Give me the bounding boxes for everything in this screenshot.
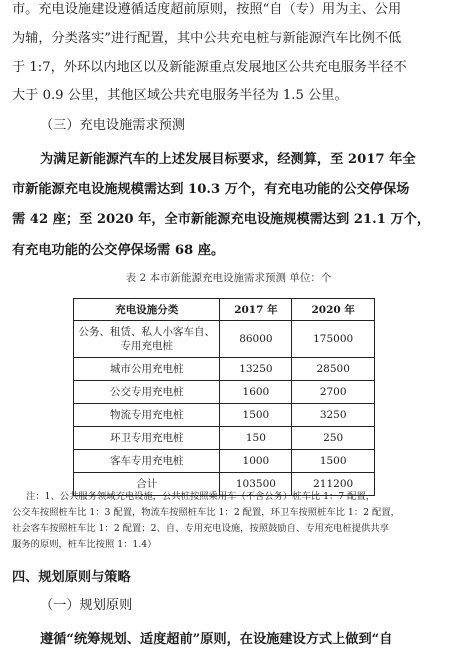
table-row [74,358,375,381]
row-category: 公务、租赁、私人小客车自、专用充电桩 [74,321,220,358]
section-4-heading: 四、规划原则与策略 [12,570,131,585]
row-category: 公交专用充电桩 [74,381,220,404]
subsection-1-heading: （一）规划原则 [40,598,133,613]
row-2020-value: 28500 [292,358,375,381]
forecast-line-3: 需 42 座；至 2020 年，全市新能源充电设施规模需达到 21.1 万个， [12,212,431,227]
intro-line-2: 为辅，分类落实”进行配置，其中公共充电桩与新能源汽车比例不低 [12,31,402,46]
table-note-line-1: 注：1、公共服务领域充电设施，公共桩按照乘用车（不含公务）桩车比 1：7 配置， [26,491,376,502]
header-2020: 2020 年 [292,299,375,321]
row-category: 物流专用充电桩 [74,404,220,427]
row-2017-value: 86000 [220,321,292,358]
row-category: 环卫专用充电桩 [74,427,220,450]
row-2020-value: 3250 [292,404,375,427]
row-2017-value: 1000 [220,450,292,473]
table-row [74,404,375,427]
table-note-line-3: 社会客车按照桩车比 1：2 配置；2、自、专用充电设施，按照鼓励自、专用充电桩提供共享 [12,523,389,534]
table-row [74,321,375,358]
row-2017-value: 13250 [220,358,292,381]
row-category: 客车专用充电桩 [74,450,220,473]
row-category: 城市公用充电桩 [74,358,220,381]
table-row [74,381,375,404]
total-2020-value: 211200 [292,473,375,496]
row-2017-value: 150 [220,427,292,450]
row-2020-value: 250 [292,427,375,450]
forecast-line-1: 为满足新能源汽车的上述发展目标要求，经测算，至 2017 年全 [40,152,416,167]
demand-forecast-table [73,298,375,496]
table-header-row [74,299,375,321]
table-note-line-2: 公交车按照桩车比 1：3 配置，物流车按照桩车比 1：2 配置，环卫车按照桩车比 1：2 配置， [12,507,400,518]
row-2020-value: 2700 [292,381,375,404]
row-2020-value: 175000 [292,321,375,358]
table-row [74,427,375,450]
table-row [74,450,375,473]
total-label: 合计 [74,473,220,496]
header-category: 充电设施分类 [74,299,220,321]
table-caption: 表 2 本市新能源充电设施需求预测 单位：个 [125,272,332,284]
section-3-heading: （三）充电设施需求预测 [40,118,186,133]
table-note-line-4: 服务的原则，桩车比按照 1：1.4） [12,539,157,550]
row-2020-value: 1500 [292,450,375,473]
intro-line-4: 大于 0.9 公里，其他区域公共充电服务半径为 1.5 公里。 [12,88,348,103]
total-2017-value: 103500 [220,473,292,496]
row-2017-value: 1600 [220,381,292,404]
row-2017-value: 1500 [220,404,292,427]
forecast-line-2: 市新能源充电设施规模需达到 10.3 万个，有充电功能的公交停保场 [12,182,410,197]
intro-line-3: 于 1:7，外环以内地区以及新能源重点发展地区公共充电服务半径不 [12,60,407,75]
principle-line-1: 遵循“统筹规划、适度超前”原则，在设施建设方式上做到“自 [40,632,393,647]
header-2017: 2017 年 [220,299,292,321]
forecast-line-4: 有充电功能的公交停保场需 68 座。 [12,243,225,258]
intro-line-1: 市。充电设施建设遵循适度超前原则，按照“自（专）用为主、公用 [12,2,402,17]
